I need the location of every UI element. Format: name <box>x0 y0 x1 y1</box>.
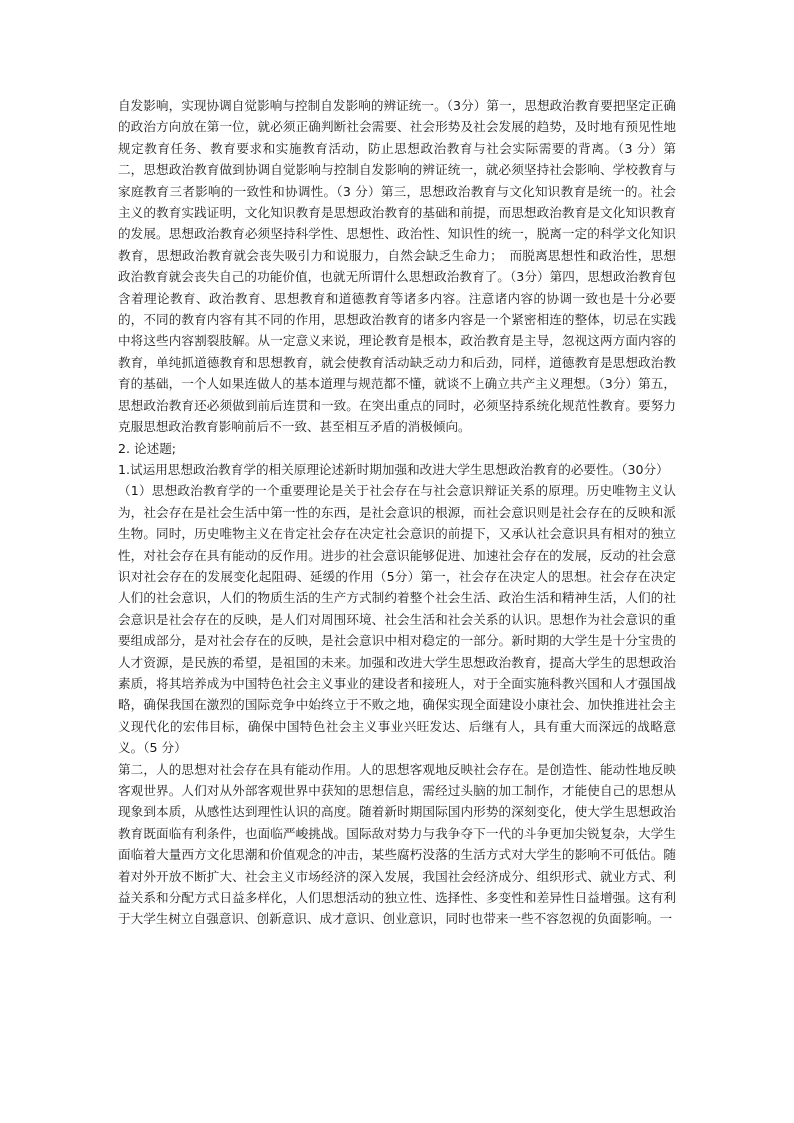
paragraph-continuation: 自发影响，实现协调自觉影响与控制自发影响的辨证统一。（3分）第一，思想政治教育要把坚定正确的政治方向放在第一位，就必须正确判断社会需要、社会形势及社会发展的趋势，及时地有预见性地规定教育任务、教育要求和实施教育活动，防止思想政治教育与社会实际需要的背离。（3 分）第二，思想政治教育做到协调自觉影响与控制自发影响的辨证统一，就必须坚持社会影响、学校教育与家庭教育三者影响的一致性和协调性。（3 分）第三，思想政治教育与文化知识教育是统一的。社会主义的教育实践证明，文化知识教育是思想政治教育的基础和前提，而思想政治教育是文化知识教育的发展。思想政治教育必须坚持科学性、思想性、政治性、知识性的统一，脱离一定的科学文化知识教育，思想政治教育就会丧失吸引力和说服力，自然会缺乏生命力； 而脱离思想性和政治性，思想政治教育就会丧失自己的功能价值，也就无所谓什么思想政治教育了。（3分）第四，思想政治教育包含着理论教育、政治教育、思想教育和道德教育等诸多内容。注意诸内容的协调一致也是十分必要的，不同的教育内容有其不同的作用，思想政治教育的诸多内容是一个紧密相连的整体，切忌在实践中将这些内容割裂肢解。从一定意义来说，理论教育是根本，政治教育是主导，忽视这两方面内容的教育，单纯抓道德教育和思想教育，就会使教育活动缺乏动力和后劲，同样，道德教育是思想政治教育的基础，一个人如果连做人的基本道理与规范都不懂，就谈不上确立共产主义理想。（3分）第五，思想政治教育还必须做到前后连贯和一致。在突出重点的同时，必须坚持系统化规范性教育。要努力克服思想政治教育影响前后不一致、甚至相互矛盾的消极倾向。 <box>118 98 676 435</box>
section-heading: 2. 论述题; <box>118 440 177 456</box>
answer-paragraph-1: （1）思想政治教育学的一个重要理论是关于社会存在与社会意识辩证关系的原理。历史唯物主义认为，社会存在是社会生活中第一性的东西，是社会意识的根源，而社会意识则是社会存在的反映和派生物。同时，历史唯物主义在肯定社会存在决定社会意识的前提下，又承认社会意识具有相对的独立性，对社会存在具有能动的反作用。进步的社会意识能够促进、加速社会存在的发展，反动的社会意识对社会存在的发展变化起阻碍、延缓的作用（5分）第一，社会存在决定人的思想。社会存在决定人们的社会意识，人们的物质生活的生产方式制约着整个社会生活、政治生活和精神生活，人们的社会意识是社会存在的反映，是人们对周围环境、社会生活和社会关系的认识。思想作为社会意识的重要组成部分，是对社会存在的反映，是社会意识中相对稳定的一部分。新时期的大学生是十分宝贵的人才资源，是民族的希望，是祖国的未来。加强和改进大学生思想政治教育，提高大学生的思想政治素质，将其培养成为中国特色社会主义事业的建设者和接班人，对于全面实施科教兴国和人才强国战略，确保我国在激烈的国际竞争中始终立于不败之地，确保实现全面建设小康社会、加快推进社会主义现代化的宏伟目标，确保中国特色社会主义事业兴旺发达、后继有人，具有重大而深远的战略意义。（5 分） <box>118 483 676 756</box>
question-text: 1.试运用思想政治教育学的相关原理论述新时期加强和改进大学生思想政治教育的必要性。（30分） <box>118 461 669 477</box>
answer-paragraph-2: 第二，人的思想对社会存在具有能动作用。人的思想客观地反映社会存在。是创造性、能动性地反映客观世界。人们对从外部客观世界中获知的思想信息，需经过头脑的加工制作，才能使自己的思想从现象到本质，从感性达到理性认识的高度。随着新时期国际国内形势的深刻变化，使大学生思想政治教育既面临有利条件，也面临严峻挑战。国际敌对势力与我争夺下一代的斗争更加尖锐复杂，大学生面临着大量西方文化思潮和价值观念的冲击，某些腐朽没落的生活方式对大学生的影响不可低估。随着对外开放不断扩大、社会主义市场经济的深入发展，我国社会经济成分、组织形式、就业方式、利益关系和分配方式日益多样化，人们思想活动的独立性、选择性、多变性和差异性日益增强。这有利于大学生树立自强意识、创新意识、成才意识、创业意识，同时也带来一些不容忽视的负面影响。一 <box>118 761 676 927</box>
document-body <box>118 95 676 930</box>
